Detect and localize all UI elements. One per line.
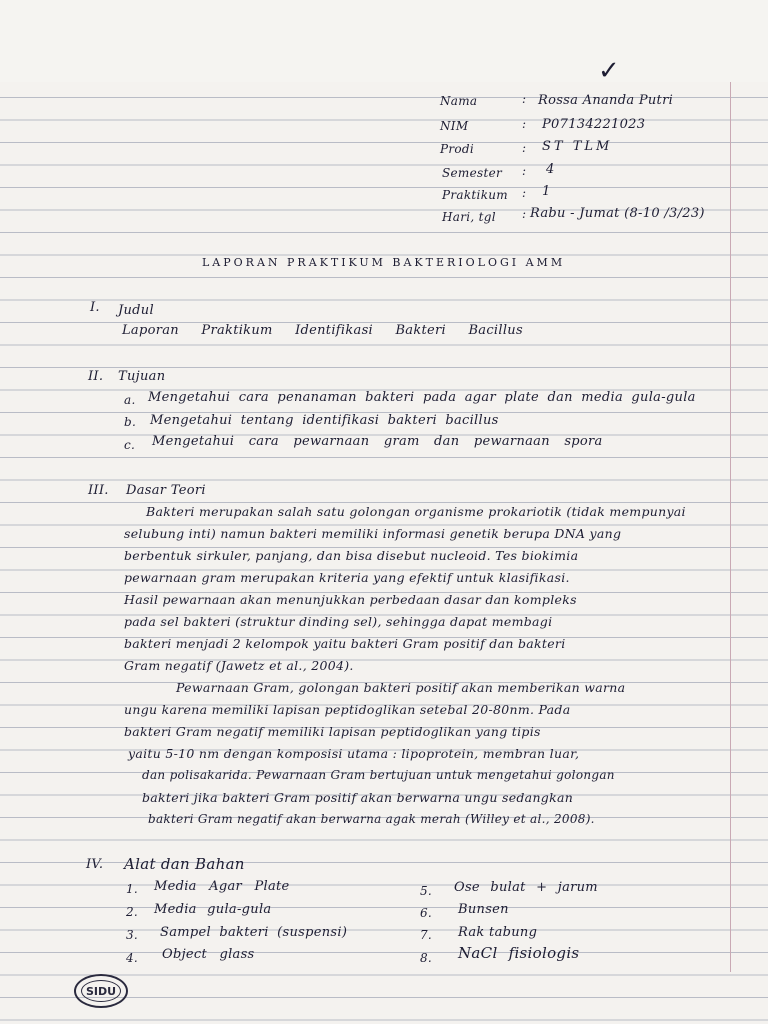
field-value-hari-tgl: Rabu - Jumat (8-10 /3/23)	[530, 206, 705, 221]
list-item-number: 4.	[126, 951, 139, 965]
tujuan-marker: a.	[124, 393, 136, 407]
list-item-number: 1.	[126, 882, 139, 896]
report-title: LAPORAN PRAKTIKUM BAKTERIOLOGI AMM	[202, 256, 566, 269]
field-label-praktikum: Praktikum	[442, 188, 508, 202]
teori-line: Hasil pewarnaan akan menunjukkan perbedaan dasar dan kompleks	[124, 592, 577, 607]
list-item: Sampel bakteri (suspensi)	[160, 925, 348, 940]
list-item: Rak tabung	[458, 925, 538, 940]
tujuan-item: Mengetahui cara penanaman bakteri pada agar plate dan media gula-gula	[148, 390, 696, 405]
field-value-prodi: ST TLM	[542, 139, 613, 154]
list-item-number: 5.	[420, 884, 433, 898]
teori-line: pada sel bakteri (struktur dinding sel), sehingga dapat membagi	[124, 614, 553, 629]
judul-text: Laporan Praktikum Identifikasi Bakteri Bacillus	[122, 323, 523, 338]
section-heading-judul: Judul	[118, 303, 154, 318]
section-number-alat-bahan: IV.	[86, 857, 104, 872]
sidu-logo-text: SIDU	[81, 980, 121, 1002]
field-sep: :	[522, 186, 527, 200]
teori-line: bakteri menjadi 2 kelompok yaitu bakteri Gram positif dan bakteri	[124, 636, 566, 651]
list-item: Media gula-gula	[154, 902, 272, 917]
list-item: Media Agar Plate	[154, 879, 290, 894]
field-label-prodi: Prodi	[440, 142, 475, 156]
field-sep: :	[522, 92, 527, 106]
list-item: Object glass	[162, 947, 255, 962]
list-item: NaCl fisiologis	[458, 944, 580, 962]
field-value-nim: P07134221023	[542, 117, 646, 132]
field-sep: :	[522, 117, 527, 131]
top-blank-band	[0, 0, 768, 82]
list-item: Ose bulat + jarum	[454, 880, 598, 895]
teori-line: pewarnaan gram merupakan kriteria yang efektif untuk klasifikasi.	[124, 570, 570, 585]
list-item-number: 7.	[420, 928, 433, 942]
list-item-number: 8.	[420, 951, 433, 965]
teori-line: ungu karena memiliki lapisan peptidoglikan setebal 20-80nm. Pada	[124, 702, 571, 717]
list-item-number: 3.	[126, 928, 139, 942]
teori-line: Bakteri merupakan salah satu golongan organisme prokariotik (tidak mempunyai	[146, 504, 686, 519]
teori-line: Gram negatif (Jawetz et al., 2004).	[124, 658, 354, 673]
check-mark-icon: ✓	[598, 56, 620, 86]
section-number-judul: I.	[90, 300, 100, 315]
teori-line: bakteri jika bakteri Gram positif akan berwarna ungu sedangkan	[142, 790, 574, 805]
teori-line: dan polisakarida. Pewarnaan Gram bertujuan untuk mengetahui golongan	[142, 768, 615, 782]
field-label-nim: NIM	[440, 119, 469, 133]
teori-line: yaitu 5-10 nm dengan komposisi utama : lipoprotein, membran luar,	[128, 746, 580, 761]
list-item: Bunsen	[458, 902, 509, 917]
field-sep: :	[522, 207, 527, 221]
sidu-logo	[74, 974, 128, 1008]
tujuan-marker: b.	[124, 415, 137, 429]
tujuan-marker: c.	[124, 438, 136, 452]
section-heading-tujuan: Tujuan	[118, 369, 166, 384]
field-label-nama: Nama	[440, 94, 478, 108]
right-margin-line	[730, 82, 731, 972]
list-item-number: 2.	[126, 905, 139, 919]
section-heading-alat-bahan: Alat dan Bahan	[124, 855, 245, 873]
tujuan-item: Mengetahui tentang identifikasi bakteri bacillus	[150, 413, 499, 428]
teori-line: selubung inti) namun bakteri memiliki informasi genetik berupa DNA yang	[124, 526, 622, 541]
field-value-praktikum: 1	[542, 184, 551, 199]
field-sep: :	[522, 164, 527, 178]
teori-line: bakteri Gram negatif akan berwarna agak merah (Willey et al., 2008).	[148, 812, 595, 826]
teori-line: berbentuk sirkuler, panjang, dan bisa disebut nucleoid. Tes biokimia	[124, 548, 579, 563]
section-number-tujuan: II.	[88, 369, 104, 384]
section-number-dasar-teori: III.	[88, 483, 109, 498]
teori-line: Pewarnaan Gram, golongan bakteri positif akan memberikan warna	[176, 680, 626, 695]
field-label-hari-tgl: Hari, tgl	[442, 210, 496, 224]
tujuan-item: Mengetahui cara pewarnaan gram dan pewarnaan spora	[152, 434, 603, 449]
teori-line: bakteri Gram negatif memiliki lapisan peptidoglikan yang tipis	[124, 724, 541, 739]
field-value-nama: Rossa Ananda Putri	[538, 93, 674, 108]
field-label-semester: Semester	[442, 166, 503, 180]
section-heading-dasar-teori: Dasar Teori	[126, 483, 206, 498]
field-sep: :	[522, 141, 527, 155]
field-value-semester: 4	[546, 162, 555, 177]
list-item-number: 6.	[420, 906, 433, 920]
